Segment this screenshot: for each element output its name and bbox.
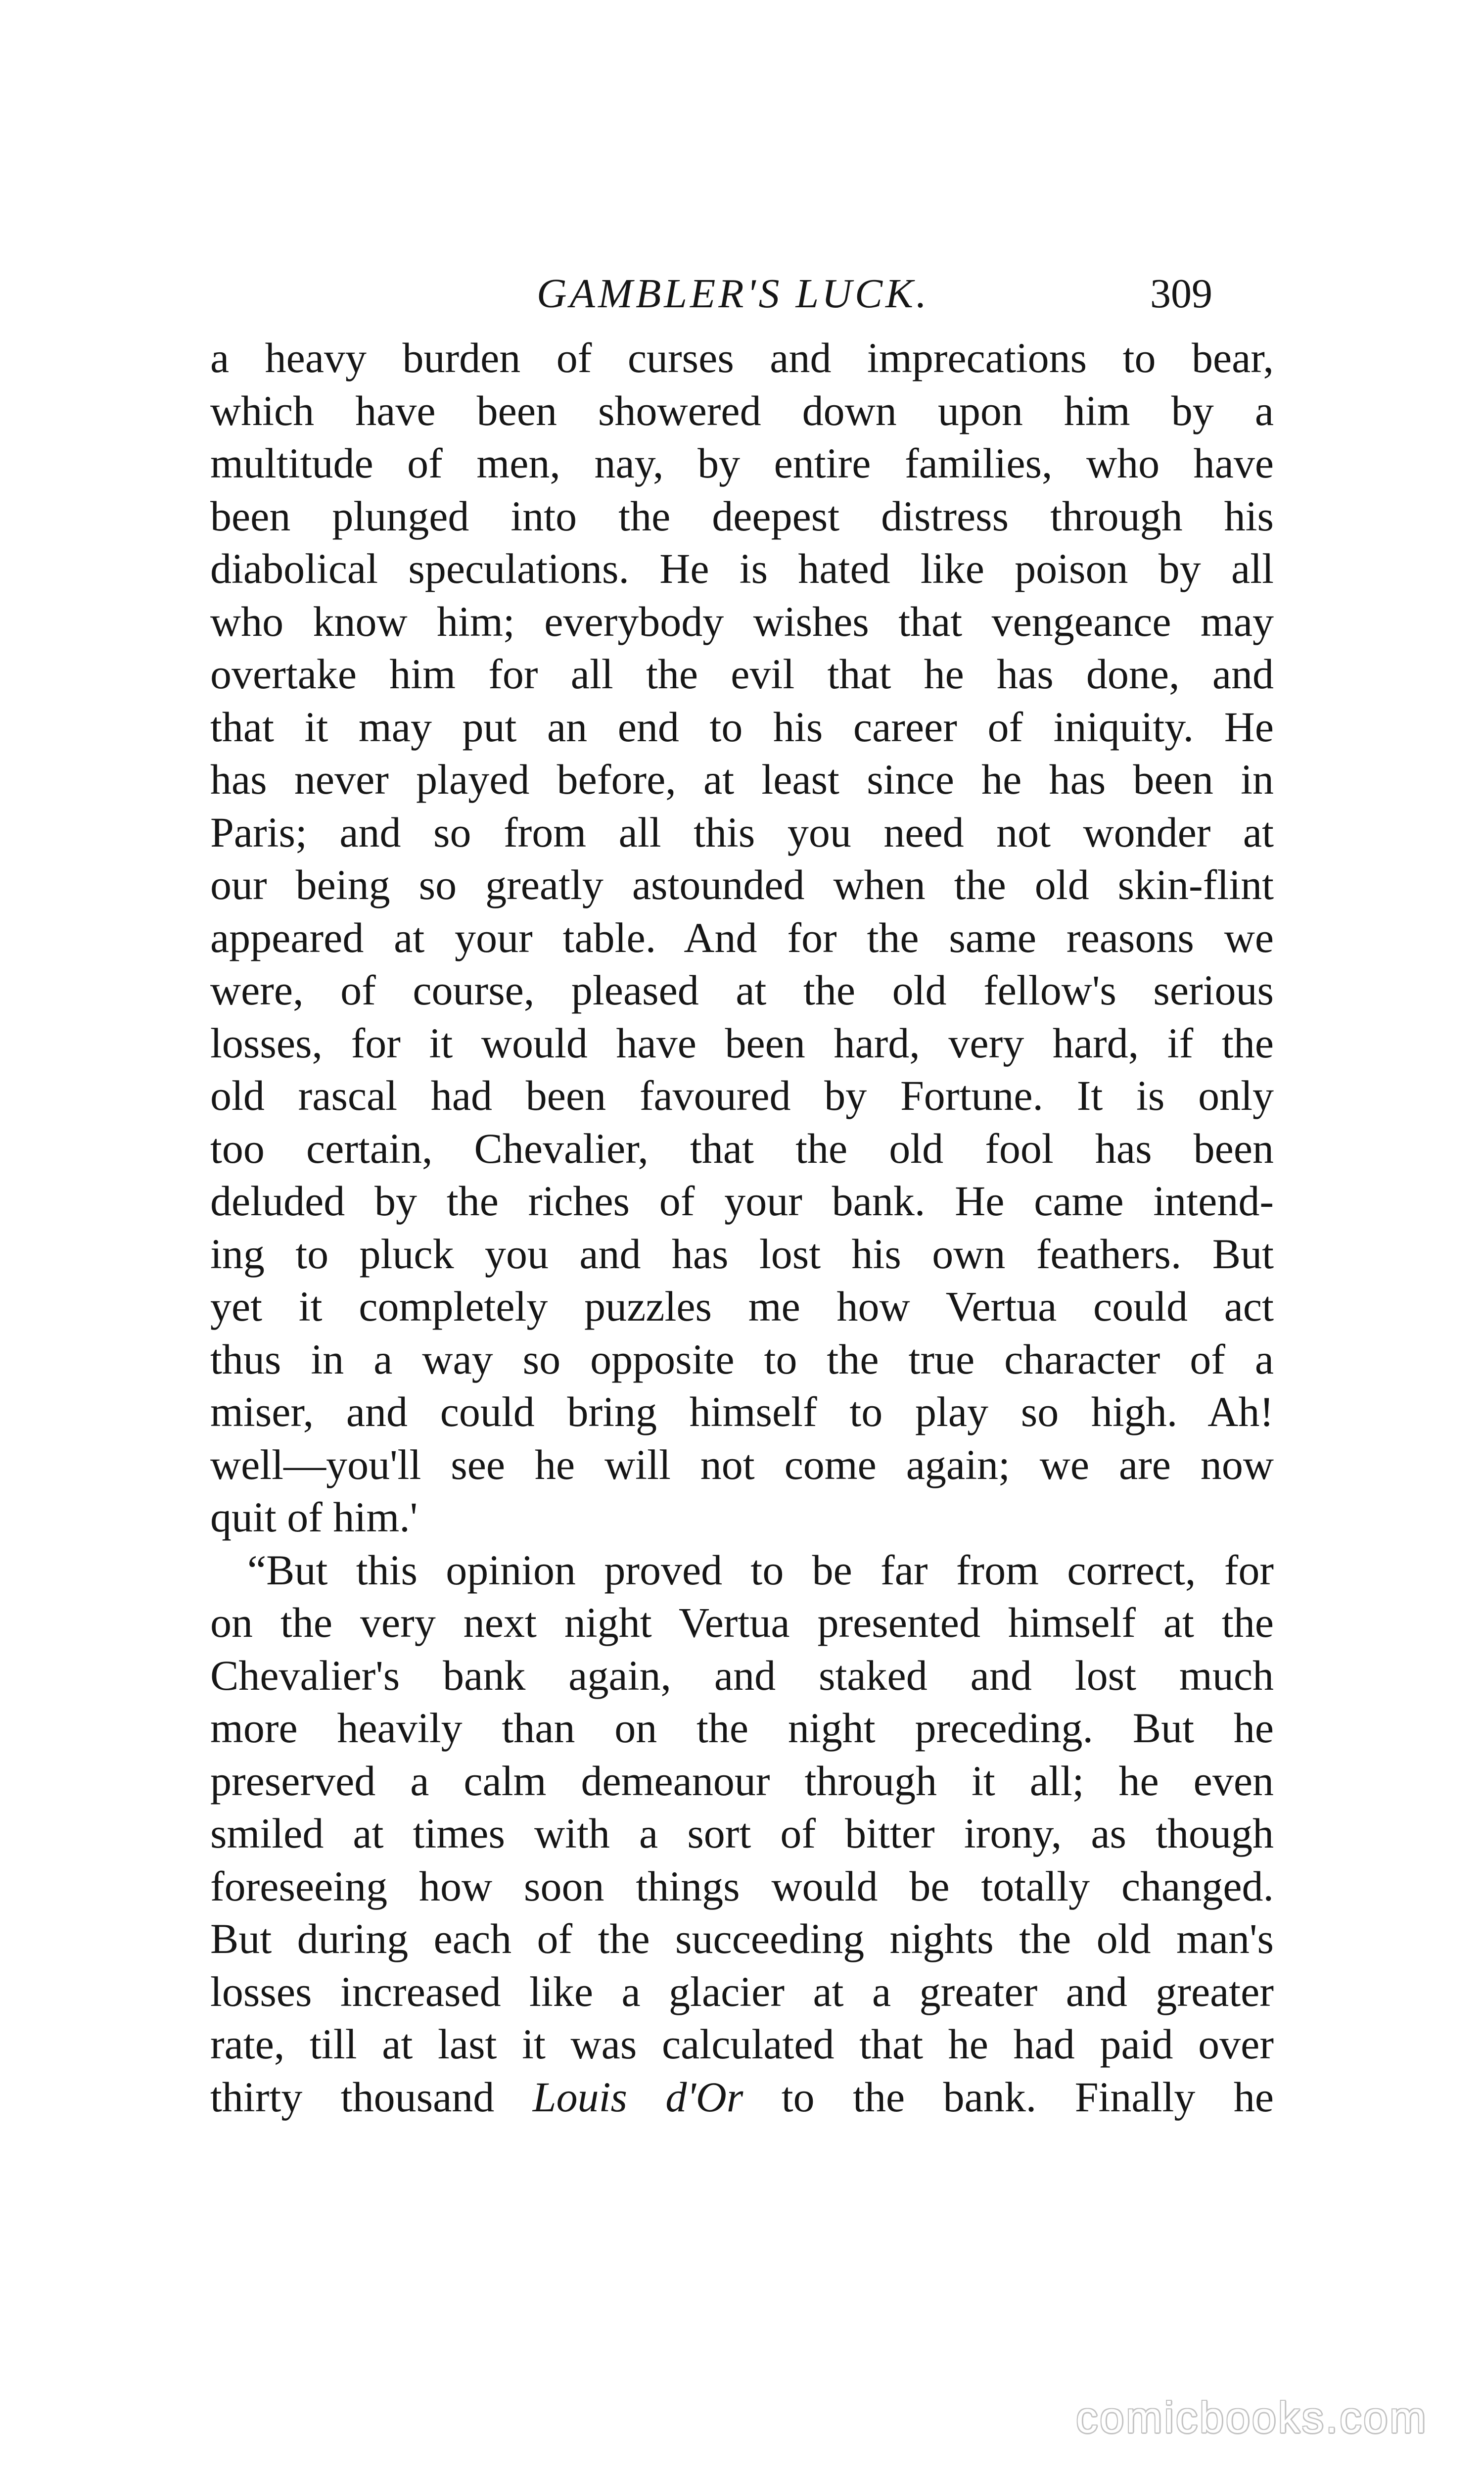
text-line: Paris; and so from all this you need not wonder at <box>210 808 1274 856</box>
text-line: preserved a calm demeanour through it all; he even <box>210 1757 1274 1805</box>
text-line: thus in a way so opposite to the true character of a <box>210 1335 1274 1383</box>
text-line: quit of him.' <box>210 1493 418 1541</box>
text-line: overtake him for all the evil that he has done, and <box>210 650 1274 698</box>
text-line: yet it completely puzzles me how Vertua could act <box>210 1283 1274 1330</box>
text-line: diabolical speculations. He is hated like poison by all <box>210 545 1274 592</box>
text-line: old rascal had been favoured by Fortune. It is only <box>210 1072 1274 1119</box>
text-line: who know him; everybody wishes that vengeance may <box>210 597 1274 645</box>
text-line: a heavy burden of curses and imprecations to bear, <box>210 334 1274 381</box>
text-line: were, of course, pleased at the old fellow's serious <box>210 966 1274 1014</box>
text-line: losses increased like a glacier at a greater and greater <box>210 1967 1274 2015</box>
text-line: that it may put an end to his career of iniquity. He <box>210 703 1274 751</box>
text-line: deluded by the riches of your bank. He came intend- <box>210 1177 1274 1225</box>
text-line: miser, and could bring himself to play so high. Ah! <box>210 1388 1274 1435</box>
final-text-line <box>210 2071 1274 2124</box>
running-title: GAMBLER'S LUCK. <box>537 271 929 317</box>
text-line: too certain, Chevalier, that the old fool has been <box>210 1124 1274 1172</box>
text-line: But during each of the succeeding nights the old man's <box>210 1915 1274 1962</box>
text-line: been plunged into the deepest distress through his <box>210 492 1274 540</box>
text-line: on the very next night Vertua presented himself at the <box>210 1599 1274 1646</box>
text-line: multitude of men, nay, by entire families, who have <box>210 439 1274 487</box>
watermark-logo: comicbooks.com <box>1076 2393 1428 2442</box>
paragraph-start-line: “But this opinion proved to be far from correct, for <box>247 1546 1274 1594</box>
text-line: our being so greatly astounded when the old skin-flint <box>210 861 1274 908</box>
text-line: which have been showered down upon him by a <box>210 386 1274 434</box>
text-line: smiled at times with a sort of bitter irony, as though <box>210 1809 1274 1857</box>
text-line: ing to pluck you and has lost his own feathers. But <box>210 1230 1274 1278</box>
final-line-end: to the bank. Finally he <box>743 2073 1274 2121</box>
text-line: foreseeing how soon things would be totally changed. <box>210 1862 1274 1910</box>
text-line: has never played before, at least since he has been in <box>210 756 1274 803</box>
text-line: more heavily than on the night preceding. But he <box>210 1704 1274 1752</box>
text-line: rate, till at last it was calculated that he had paid over <box>210 2020 1274 2068</box>
text-line: appeared at your table. And for the same reasons we <box>210 913 1274 961</box>
body-text <box>210 332 1274 2123</box>
text-line: Chevalier's bank again, and staked and lost much <box>210 1651 1274 1699</box>
final-line-start: thirty thousand <box>210 2073 533 2121</box>
text-line: well—you'll see he will not come again; we are now <box>210 1440 1274 1488</box>
italic-currency-term: Louis d'Or <box>532 2073 743 2121</box>
text-line: losses, for it would have been hard, very hard, if the <box>210 1019 1274 1067</box>
page-number: 309 <box>1150 271 1212 317</box>
